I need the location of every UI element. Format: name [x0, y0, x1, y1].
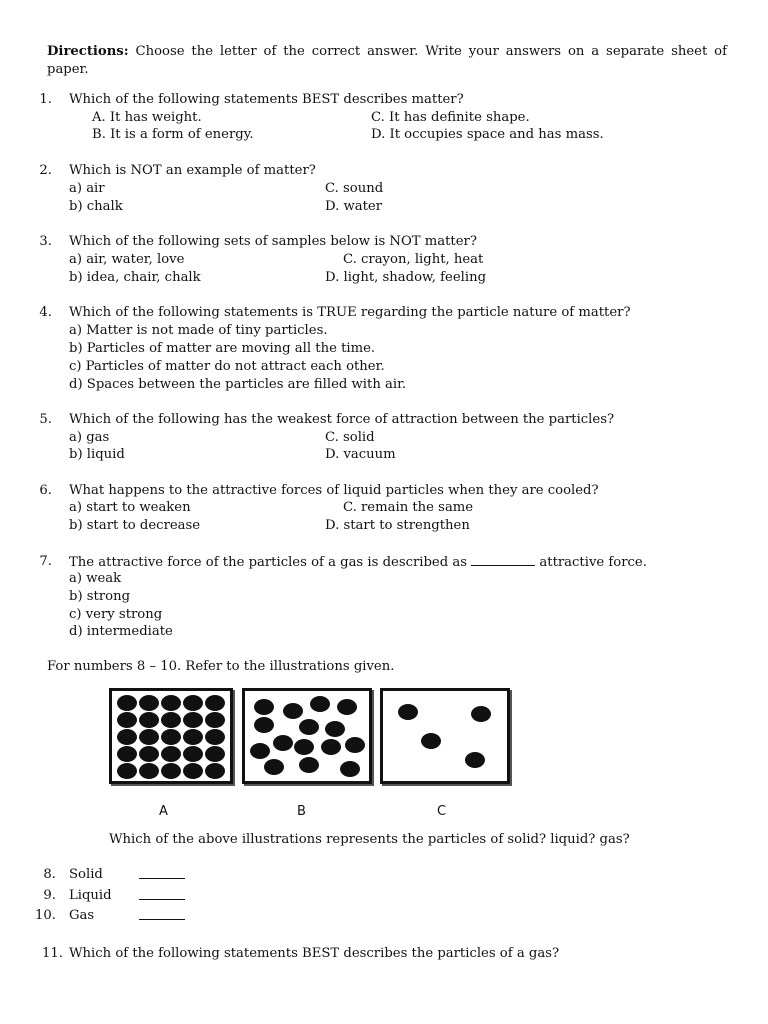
particle: [183, 695, 203, 711]
answer-option: d) intermediate: [69, 624, 173, 639]
particle: [254, 717, 274, 733]
question-number: 1.: [39, 92, 52, 107]
answer-option: a) air, water, love: [69, 252, 185, 267]
particle: [325, 721, 345, 737]
particle: [299, 719, 319, 735]
question-number: 3.: [39, 234, 52, 249]
particle: [273, 735, 293, 751]
answer-option: C. solid: [325, 430, 375, 445]
illustrations-intro: For numbers 8 – 10. Refer to the illustrations given.: [47, 659, 395, 674]
particle: [465, 752, 485, 768]
answer-option: D. It occupies space and has mass.: [371, 127, 604, 142]
particle: [310, 696, 330, 712]
answer-option: b) chalk: [69, 199, 123, 214]
answer-option: c) Particles of matter do not attract each other.: [69, 359, 385, 374]
particle: [161, 746, 181, 762]
answer-blank: [471, 553, 535, 566]
particle: [183, 712, 203, 728]
particle: [340, 761, 360, 777]
caption-a: A: [159, 804, 168, 819]
particle: [421, 733, 441, 749]
particle: [117, 712, 137, 728]
caption-b: B: [297, 804, 306, 819]
question-text: [69, 553, 647, 572]
particle: [183, 763, 203, 779]
particle: [161, 695, 181, 711]
particle: [161, 712, 181, 728]
question-number: 4.: [39, 305, 52, 320]
answer-option: C. crayon, light, heat: [343, 252, 484, 267]
question-number: 7.: [39, 554, 52, 569]
answer-option: D. start to strengthen: [325, 518, 470, 533]
question-text: Which of the following statements is TRUE regarding the particle nature of matter?: [69, 305, 631, 320]
question-text-start: The attractive force of the particles of a gas is described as: [69, 555, 468, 570]
directions-text: Choose the letter of the correct answer. Write your answers on a separate sheet of paper.: [47, 44, 727, 77]
matching-label: Solid: [69, 867, 103, 882]
question-text: Which is NOT an example of matter?: [69, 163, 316, 178]
answer-option: D. vacuum: [325, 447, 396, 462]
question-text: Which of the following statements BEST describes the particles of a gas?: [69, 946, 560, 961]
particle: [161, 729, 181, 745]
matching-label: Gas: [69, 908, 95, 923]
illustration-liquid-particles: [242, 688, 372, 784]
particle: [205, 763, 225, 779]
particle: [254, 699, 274, 715]
particle: [117, 763, 137, 779]
directions: [47, 43, 727, 78]
question-number: 2.: [39, 163, 52, 178]
directions-label: Directions:: [47, 44, 129, 59]
particle: [250, 743, 270, 759]
particle: [117, 695, 137, 711]
illustration-solid-particles: [109, 688, 233, 784]
question-number: 11.: [42, 946, 63, 961]
particle: [139, 712, 159, 728]
answer-blank: [139, 866, 185, 879]
particle: [205, 729, 225, 745]
illustrations-prompt: Which of the above illustrations represents the particles of solid? liquid? gas?: [109, 832, 630, 847]
question-number: 9.: [43, 888, 56, 903]
particle: [294, 739, 314, 755]
answer-option: A. It has weight.: [92, 110, 202, 125]
particle: [205, 712, 225, 728]
question-text: Which of the following has the weakest force of attraction between the particles?: [69, 412, 615, 427]
particle: [139, 729, 159, 745]
answer-option: D. light, shadow, feeling: [325, 270, 487, 285]
matching-label: Liquid: [69, 888, 112, 903]
caption-c: C: [437, 804, 447, 819]
answer-option: b) start to decrease: [69, 518, 201, 533]
particle: [283, 703, 303, 719]
particle: [205, 695, 225, 711]
answer-option: a) gas: [69, 430, 110, 445]
particle: [337, 699, 357, 715]
answer-option: a) start to weaken: [69, 500, 191, 515]
particle: [345, 737, 365, 753]
answer-option: d) Spaces between the particles are filled with air.: [69, 377, 407, 392]
answer-option: C. It has definite shape.: [371, 110, 530, 125]
question-number: 8.: [43, 867, 56, 882]
question-text-end: attractive force.: [539, 555, 647, 570]
particle: [183, 746, 203, 762]
question-number: 10.: [35, 908, 56, 923]
answer-option: c) very strong: [69, 607, 163, 622]
question-text: What happens to the attractive forces of liquid particles when they are cooled?: [69, 483, 599, 498]
answer-option: a) weak: [69, 571, 122, 586]
particle: [139, 763, 159, 779]
particle: [139, 746, 159, 762]
particle: [161, 763, 181, 779]
answer-option: b) liquid: [69, 447, 125, 462]
answer-option: b) idea, chair, chalk: [69, 270, 201, 285]
question-text: Which of the following sets of samples below is NOT matter?: [69, 234, 477, 249]
answer-option: C. sound: [325, 181, 384, 196]
answer-blank: [139, 887, 185, 900]
particle: [398, 704, 418, 720]
answer-option: D. water: [325, 199, 383, 214]
particle: [321, 739, 341, 755]
answer-option: B. It is a form of energy.: [92, 127, 254, 142]
particle: [117, 746, 137, 762]
answer-option: b) strong: [69, 589, 131, 604]
question-number: 6.: [39, 483, 52, 498]
answer-option: C. remain the same: [343, 500, 474, 515]
question-number: 5.: [39, 412, 52, 427]
particle: [299, 757, 319, 773]
answer-blank: [139, 907, 185, 920]
answer-option: a) air: [69, 181, 105, 196]
illustration-gas-particles: [380, 688, 510, 784]
particle: [264, 759, 284, 775]
answer-option: a) Matter is not made of tiny particles.: [69, 323, 328, 338]
question-text: Which of the following statements BEST describes matter?: [69, 92, 464, 107]
answer-option: b) Particles of matter are moving all the time.: [69, 341, 376, 356]
particle: [139, 695, 159, 711]
particle: [183, 729, 203, 745]
particle: [471, 706, 491, 722]
particle: [205, 746, 225, 762]
particle: [117, 729, 137, 745]
